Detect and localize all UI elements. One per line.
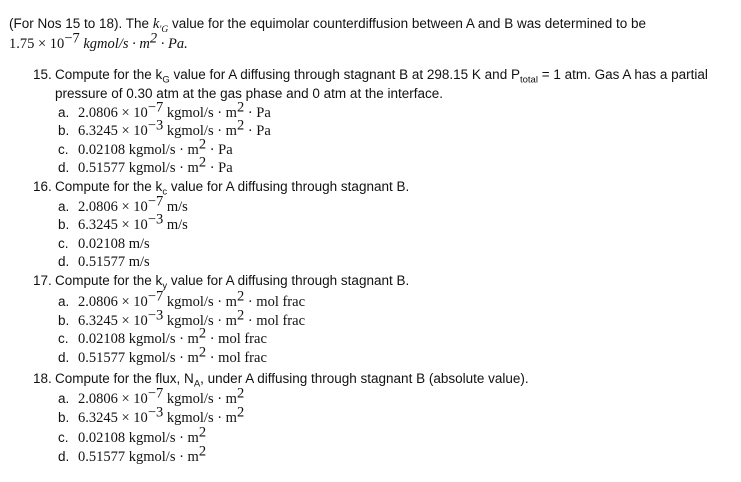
question-text-sub: A — [193, 378, 201, 390]
question-text-a: Compute for the k — [55, 273, 163, 288]
option-unit: m/s — [125, 236, 150, 252]
intro-part1: (For Nos 15 to 18). The — [9, 16, 153, 31]
option-unit: kgmol/s · m — [163, 391, 237, 407]
option-value: 0.51577 — [78, 350, 126, 366]
question-17 — [33, 272, 409, 291]
option-unit: kgmol/s · m — [163, 410, 237, 426]
question-text-sub: y — [162, 280, 168, 292]
option-letter: b. — [58, 123, 70, 138]
option-16d[interactable] — [58, 253, 150, 272]
question-text-b: value for A diffusing through stagnant B. — [167, 179, 410, 194]
option-value: 6.3245 × 10 — [78, 217, 148, 233]
option-unit-tail: · mol frac — [244, 294, 306, 310]
intro-part2: value for the equimolar counterdiffusion between A and B was determined to be — [168, 16, 647, 31]
option-letter: a. — [58, 105, 70, 120]
option-unit-exp: 2 — [198, 424, 207, 441]
intro-unit-exp: 2 — [149, 30, 158, 47]
option-unit-exp: 2 — [198, 154, 207, 171]
option-value: 0.02108 — [78, 142, 126, 158]
option-18d[interactable] — [58, 443, 207, 467]
option-unit-exp: 2 — [236, 385, 245, 402]
option-unit-exp: 2 — [236, 117, 245, 134]
option-value: 2.0806 × 10 — [78, 391, 148, 407]
question-number: 16. — [33, 179, 52, 194]
option-exp: −7 — [147, 385, 164, 402]
intro-paragraph — [9, 14, 733, 54]
option-exp: −7 — [147, 288, 164, 305]
option-exp: −7 — [147, 99, 164, 116]
option-value: 0.51577 — [78, 449, 126, 465]
option-value: 2.0806 × 10 — [78, 199, 148, 215]
option-unit-exp: 2 — [236, 99, 245, 116]
option-unit: m/s — [163, 217, 188, 233]
option-value: 0.51577 — [78, 254, 126, 270]
option-15d[interactable] — [58, 154, 233, 178]
intro-unit-b: · Pa. — [157, 36, 188, 52]
intro-value-mantissa: 1.75 × 10 — [9, 36, 65, 52]
kg-symbol-sub: G — [161, 24, 169, 35]
question-18 — [33, 370, 529, 389]
intro-value-exp: −7 — [64, 30, 80, 47]
option-exp: −7 — [147, 193, 164, 210]
question-16 — [33, 178, 409, 197]
option-18b[interactable] — [58, 404, 245, 428]
option-letter: c. — [58, 331, 69, 346]
option-15c[interactable] — [58, 136, 233, 160]
option-letter: d. — [58, 254, 70, 269]
option-unit: m/s — [163, 199, 188, 215]
option-17c[interactable] — [58, 325, 267, 349]
option-unit-exp: 2 — [236, 404, 245, 421]
option-unit-exp: 2 — [198, 325, 207, 342]
option-value: 2.0806 × 10 — [78, 105, 148, 121]
option-value: 0.02108 — [78, 430, 126, 446]
option-17b[interactable] — [58, 307, 306, 331]
option-letter: c. — [58, 236, 69, 251]
option-letter: a. — [58, 199, 70, 214]
option-letter: a. — [58, 294, 70, 309]
option-letter: b. — [58, 313, 70, 328]
option-unit-tail: · Pa — [206, 160, 233, 176]
option-value: 6.3245 × 10 — [78, 410, 148, 426]
question-15 — [33, 66, 708, 103]
question-text-b: , under A diffusing through stagnant B (absolute value). — [200, 371, 529, 386]
option-letter: c. — [58, 430, 69, 445]
option-unit: kgmol/s · m — [125, 449, 199, 465]
option-value: 0.02108 — [78, 236, 126, 252]
option-value: 0.51577 — [78, 160, 126, 176]
option-value: 2.0806 × 10 — [78, 294, 148, 310]
option-unit-tail: · Pa — [206, 142, 233, 158]
option-unit: kgmol/s · m — [125, 430, 199, 446]
option-letter: d. — [58, 160, 70, 175]
option-value: 0.02108 — [78, 331, 126, 347]
question-text-a: Compute for the flux, N — [55, 371, 194, 386]
option-unit: kgmol/s · m — [163, 105, 237, 121]
option-value: 6.3245 × 10 — [78, 123, 148, 139]
option-17a[interactable] — [58, 288, 306, 312]
option-unit: kgmol/s · m — [125, 331, 199, 347]
option-letter: d. — [58, 449, 70, 464]
option-unit: kgmol/s · m — [163, 123, 237, 139]
option-16b[interactable] — [58, 211, 188, 235]
intro-line-1 — [9, 14, 733, 34]
question-text-sub2: total — [519, 74, 538, 86]
question-number: 15. — [33, 67, 52, 82]
option-unit-tail: · mol frac — [244, 313, 306, 329]
question-text-b: value for A diffusing through stagnant B. — [167, 273, 410, 288]
option-unit-exp: 2 — [236, 288, 245, 305]
kg-symbol-prime: ′ — [159, 24, 162, 35]
option-16c[interactable] — [58, 235, 150, 254]
option-17d[interactable] — [58, 344, 267, 368]
intro-unit-a: kgmol/s · m — [79, 36, 150, 52]
option-unit-tail: · Pa — [244, 123, 271, 139]
question-text-sub: c — [162, 186, 168, 198]
question-text-line2: pressure of 0.30 atm at the gas phase and 0 atm at the interface. — [55, 85, 443, 101]
option-letter: c. — [58, 142, 69, 157]
option-unit: m/s — [125, 254, 150, 270]
option-letter: d. — [58, 350, 70, 365]
option-unit-tail: · mol frac — [206, 331, 267, 347]
option-unit-exp: 2 — [198, 443, 207, 460]
option-16a[interactable] — [58, 193, 188, 217]
option-unit: kgmol/s · m — [163, 313, 237, 329]
question-number: 17. — [33, 273, 52, 288]
intro-line-2 — [9, 30, 733, 54]
option-exp: −3 — [147, 211, 164, 228]
option-unit-exp: 2 — [236, 307, 245, 324]
option-exp: −3 — [147, 117, 164, 134]
option-exp: −3 — [147, 404, 164, 421]
option-unit-tail: · mol frac — [206, 350, 267, 366]
option-unit-tail: · Pa — [244, 105, 271, 121]
option-letter: b. — [58, 217, 70, 232]
option-letter: b. — [58, 410, 70, 425]
question-number: 18. — [33, 371, 52, 386]
option-unit: kgmol/s · m — [125, 350, 199, 366]
intro-text — [9, 14, 646, 34]
option-unit: kgmol/s · m — [125, 142, 199, 158]
kg-symbol-base: k — [152, 16, 160, 32]
question-text-c: = 1 atm. Gas A has a partial — [537, 67, 708, 82]
option-unit-exp: 2 — [198, 344, 207, 361]
option-letter: a. — [58, 391, 70, 406]
option-unit: kgmol/s · m — [163, 294, 237, 310]
question-text-b: value for A diffusing through stagnant B at 298.15 K and P — [169, 67, 520, 82]
option-value: 6.3245 × 10 — [78, 313, 148, 329]
option-exp: −3 — [147, 307, 164, 324]
option-unit: kgmol/s · m — [125, 160, 199, 176]
question-text-a: Compute for the k — [55, 67, 163, 82]
option-15b[interactable] — [58, 117, 271, 141]
question-text-sub: G — [162, 74, 170, 86]
option-18c[interactable] — [58, 424, 207, 448]
question-text-a: Compute for the k — [55, 179, 163, 194]
option-unit-exp: 2 — [198, 136, 207, 153]
